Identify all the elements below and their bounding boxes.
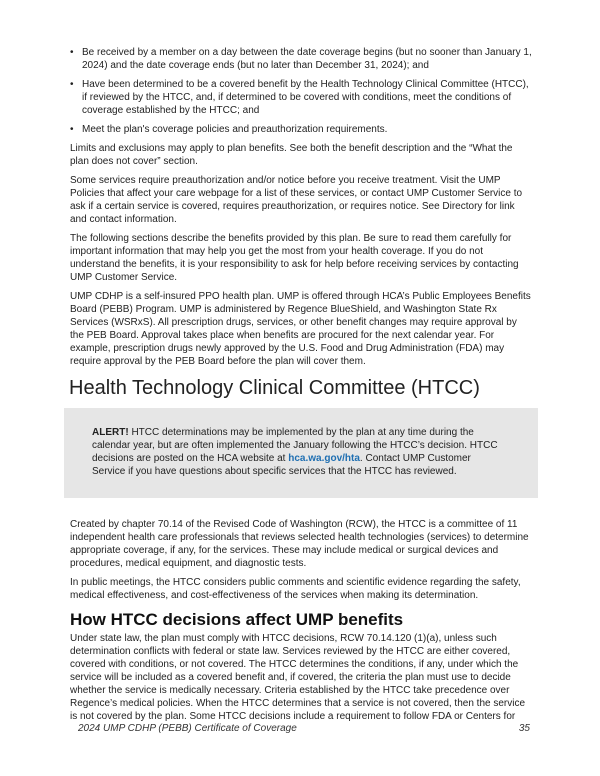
subheading: How HTCC decisions affect UMP benefits bbox=[70, 610, 404, 629]
paragraph: Limits and exclusions may apply to plan benefits. See both the benefit description and the “What the plan does not cover” section. bbox=[70, 143, 513, 167]
list-item: • Have been determined to be a covered benefit by the Health Technology Clinical Committee (HTCC), if reviewed by the HTCC, and, if determined to be covered with conditions, meet the conditions of coverage established by the HTCC; and bbox=[70, 78, 532, 117]
paragraph: In public meetings, the HTCC considers public comments and scientific evidence regarding the safety, medical effectiveness, and cost-effectiveness of the services when making its determination. bbox=[70, 577, 521, 601]
requirements-list bbox=[70, 46, 532, 136]
paragraph: UMP CDHP is a self-insured PPO health plan. UMP is offered through HCA’s Public Employees Benefits Board (PEBB) Program. UMP is administered by Regence BlueShield, and Washington State Rx Services (WSRxS). All prescription drugs, services, or other benefit changes may require approval by the PEB Board. Approval takes place when benefits are procured for the next calendar year. For example, prescription drugs newly approved by the U.S. Food and Drug Administration (FDA) may require approval by the PEB Board before the plan will cover them. bbox=[70, 291, 531, 367]
paragraph: The following sections describe the benefits provided by this plan. Be sure to read them carefully for important information that may help you get the most from your health coverage. If you do not understand the benefits, it is your responsibility to ask for help before receiving services by contacting UMP Customer Service. bbox=[70, 233, 519, 283]
alert-text-after: . Contact UMP Customer Service if you have questions about specific services that the HTCC has reviewed. bbox=[92, 453, 471, 477]
alert-box bbox=[64, 408, 538, 498]
alert-label: ALERT! bbox=[92, 427, 129, 438]
list-item: • Be received by a member on a day between the date coverage begins (but no sooner than January 1, 2024) and the date coverage ends (but no later than December 31, 2024); and bbox=[70, 46, 532, 72]
paragraph: Some services require preauthorization and/or notice before you receive treatment. Visit the UMP Policies that affect your care webpage for a list of these services, or contact UMP Customer Service to ask if a certain service is covered, requires preauthorization, or requires notice. See Directory for link and contact information. bbox=[70, 175, 523, 225]
list-item: • Meet the plan's coverage policies and preauthorization requirements. bbox=[70, 123, 532, 136]
page-footer bbox=[78, 723, 530, 734]
paragraph: Under state law, the plan must comply with HTCC decisions, RCW 70.14.120 (1)(a), unless such determination conflicts with federal or state law. Services reviewed by the HTCC are either covered, covered with conditions, or not covered. The HTCC determines the conditions, if any, under which the service will be included as a covered benefit and, if covered, the criteria the plan must use to decide whether the service is medically necessary. Criteria established by the HTCC take precedence over Regence’s medical policies. When the HTCC determines that a service is not covered, then the service is not covered by the plan. Some HTCC decisions include a requirement to follow FDA or Centers for bbox=[70, 633, 526, 722]
alert-text-before: HTCC determinations may be implemented by the plan at any time during the calendar year, but are often implemented the January following the HTCC’s decision. HTCC decisions are posted on the HCA website at bbox=[92, 427, 498, 464]
footer-title: 2024 UMP CDHP (PEBB) Certificate of Coverage bbox=[78, 723, 297, 734]
hca-link[interactable]: hca.wa.gov/hta bbox=[288, 453, 360, 464]
page-content bbox=[70, 46, 532, 729]
paragraph: Created by chapter 70.14 of the Revised Code of Washington (RCW), the HTCC is a committee of 11 independent health care professionals that reviews selected health technologies (services) to determine appropriate coverage, if any, for the services. These may include medical or surgical devices and procedures, medical equipment, and diagnostic tests. bbox=[70, 519, 529, 569]
alert-text bbox=[92, 426, 506, 478]
section-heading: Health Technology Clinical Committee (HTCC) bbox=[69, 377, 480, 399]
page-number: 35 bbox=[518, 723, 530, 734]
